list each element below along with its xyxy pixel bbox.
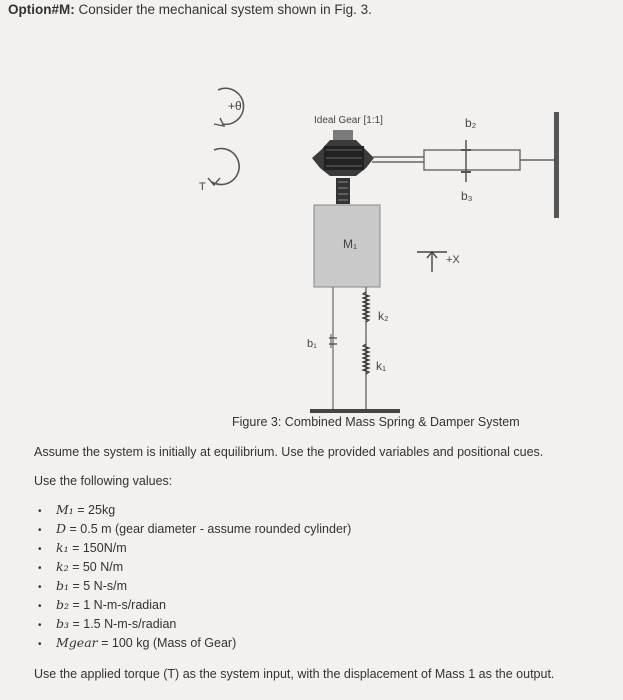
bullet-icon: • [38, 525, 42, 536]
value-variable: k₂ [56, 559, 69, 574]
gear-label: Ideal Gear [1:1] [314, 115, 383, 126]
value-variable: b₃ [56, 616, 70, 631]
list-item [38, 538, 351, 557]
k2-label: k₂ [378, 309, 389, 323]
rotary-damper-housing [424, 150, 520, 170]
values-list [38, 500, 351, 652]
bullet-icon: • [38, 506, 42, 517]
b3-label: b₃ [461, 189, 473, 203]
value-text: = 1 N-m-s/radian [69, 598, 166, 612]
footer-instruction: Use the applied torque (T) as the system input, with the displacement of Mass 1 as the output. [34, 667, 555, 681]
torque-arc [212, 149, 239, 185]
values-intro: Use the following values: [34, 474, 173, 488]
bullet-icon: • [38, 639, 42, 650]
damper-b1 [329, 287, 337, 412]
value-variable: M₁ [56, 502, 74, 517]
value-text: = 0.5 m (gear diameter - assume rounded cylinder) [66, 522, 352, 536]
value-variable: Mgear [56, 635, 98, 650]
spring-k1 [363, 344, 369, 374]
list-item [38, 576, 351, 595]
torque-label: T [199, 181, 206, 193]
list-item [38, 633, 351, 652]
value-variable: D [56, 521, 67, 536]
b2-label: b₂ [465, 116, 477, 130]
list-item [38, 595, 351, 614]
spring-k2 [363, 292, 369, 322]
value-text: = 50 N/m [68, 560, 124, 574]
assumption-text: Assume the system is initially at equilibrium. Use the provided variables and positional cues. [34, 445, 544, 459]
option-label: Option#M: [8, 2, 75, 17]
bullet-icon: • [38, 601, 42, 612]
mass-label: M₁ [343, 237, 358, 251]
figure-caption: Figure 3: Combined Mass Spring & Damper System [232, 415, 520, 429]
x-label: +X [446, 254, 460, 266]
theta-label: +θ [228, 99, 242, 113]
list-item [38, 557, 351, 576]
value-variable: b₁ [56, 578, 70, 593]
value-text: = 5 N-s/m [69, 579, 128, 593]
problem-prompt: Consider the mechanical system shown in Fig. 3. [78, 2, 372, 17]
value-text: = 150N/m [68, 541, 127, 555]
value-variable: b₂ [56, 597, 70, 612]
bullet-icon: • [38, 582, 42, 593]
ground [310, 409, 400, 413]
bullet-icon: • [38, 544, 42, 555]
bullet-icon: • [38, 563, 42, 574]
value-text: = 100 kg (Mass of Gear) [97, 636, 237, 650]
list-item [38, 519, 351, 538]
b1-label: b₁ [307, 338, 317, 350]
ideal-gear [312, 130, 374, 204]
list-item [38, 500, 351, 519]
value-variable: k₁ [56, 540, 69, 555]
right-wall [554, 112, 559, 218]
value-text: = 1.5 N-m-s/radian [69, 617, 177, 631]
bullet-icon: • [38, 620, 42, 631]
x-direction-indicator [417, 252, 460, 272]
k1-label: k₁ [376, 359, 387, 373]
value-text: = 25kg [73, 503, 116, 517]
list-item [38, 614, 351, 633]
